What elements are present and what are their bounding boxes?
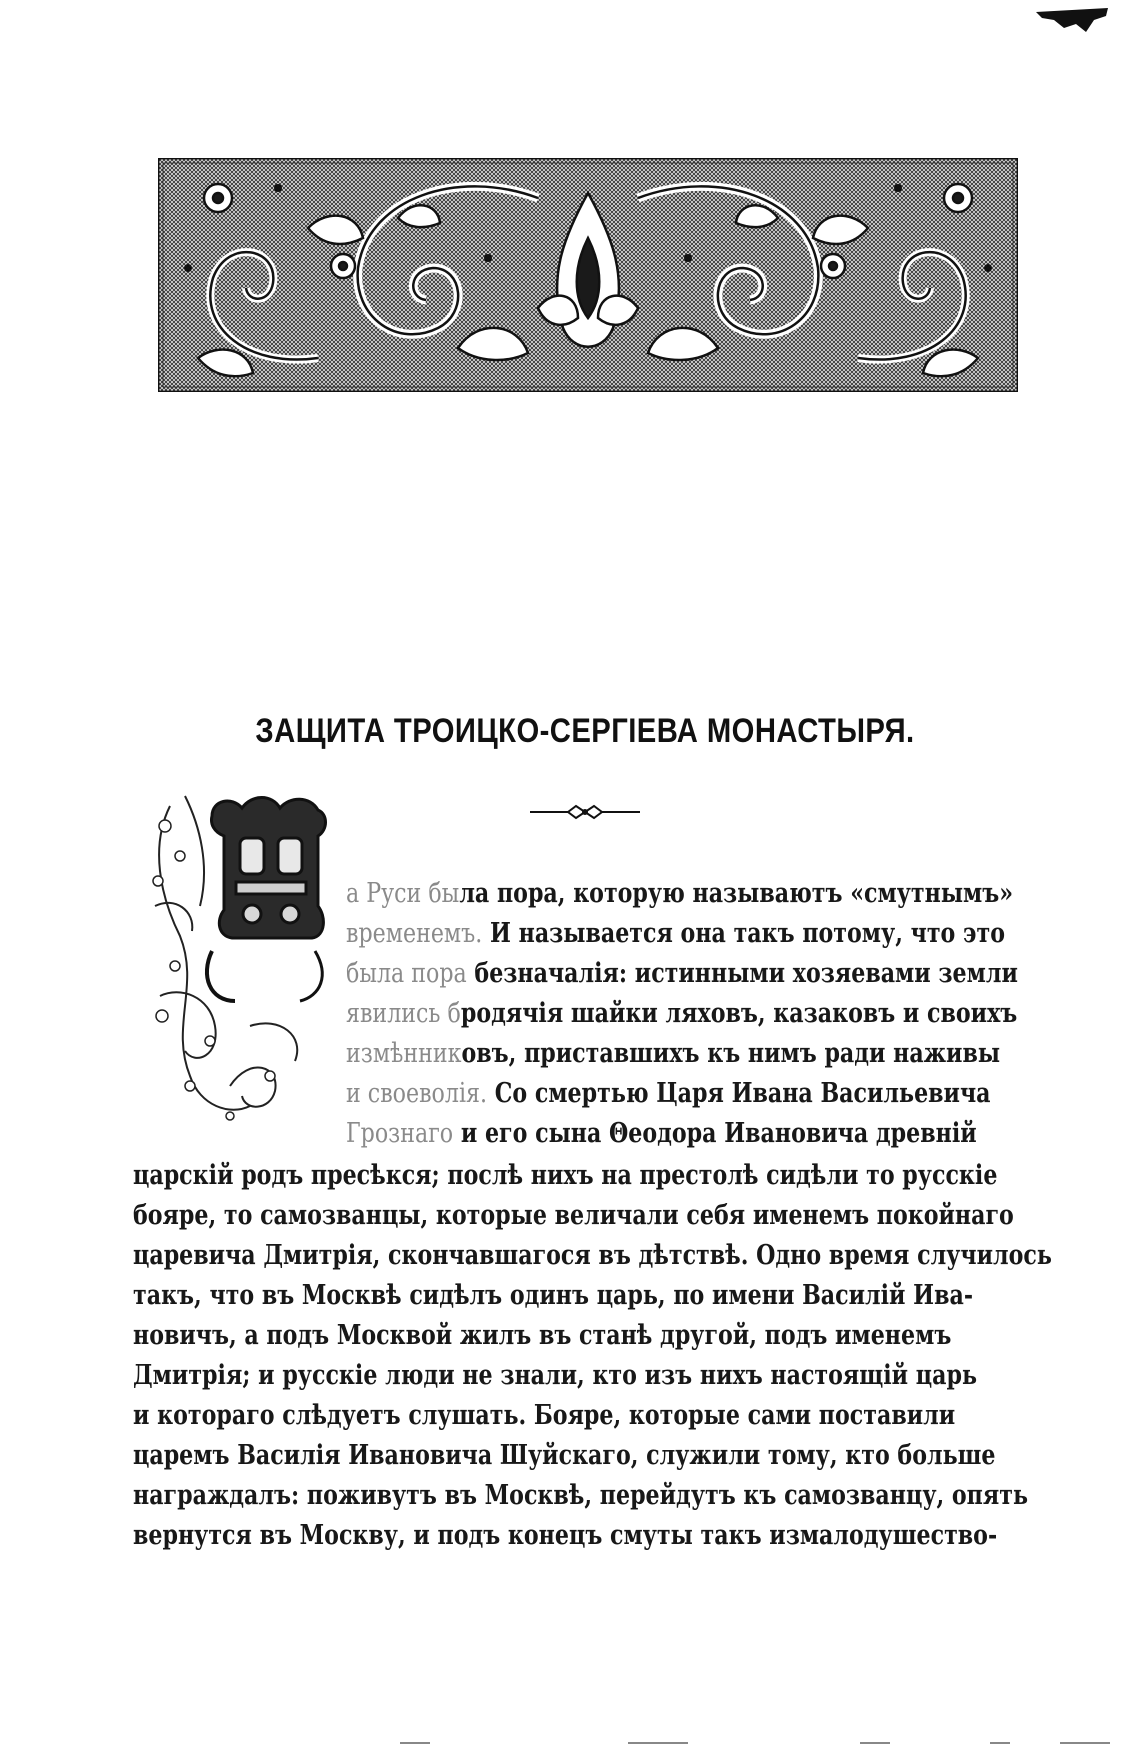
text-line: временемъ. И называется она такъ потому, что это (346, 918, 1005, 949)
illuminated-drop-cap (140, 786, 350, 1131)
scan-mark (990, 1742, 1010, 1744)
text-line: награждалъ: поживутъ въ Москвѣ, перейдутъ къ самозванцу, опять (133, 1480, 1028, 1511)
text-line: а Руси была пора, которую называютъ «смутнымъ» (346, 878, 1014, 909)
text-line: вернутся въ Москву, и подъ конецъ смуты такъ измалодушество- (133, 1520, 998, 1551)
text-line: была пора безначалія: истинными хозяевами земли (346, 958, 1018, 989)
text-line: Грознаго и его сына Θеодора Ивановича древній (346, 1118, 977, 1149)
text-line: Дмитрія; и русскіе люди не знали, кто изъ нихъ настоящій царь (133, 1360, 977, 1391)
text-line: явились бродячія шайки ляховъ, казаковъ и своихъ (346, 998, 1018, 1029)
text-line: и своеволія. Со смертью Царя Ивана Васильевича (346, 1078, 991, 1109)
scan-mark (400, 1742, 430, 1744)
text-line: и котораго слѣдуетъ слушать. Бояре, которые сами поставили (133, 1400, 956, 1431)
text-line: бояре, то самозванцы, которые величали себя именемъ покойнаго (133, 1200, 1014, 1231)
text-line: царевича Дмитрія, скончавшагося въ дѣтствѣ. Одно время случилось (133, 1240, 1052, 1271)
text-line: измѣнниковъ, приставшихъ къ нимъ ради наживы (346, 1038, 1001, 1069)
text-line: царемъ Василія Ивановича Шуйскаго, служили тому, кто больше (133, 1440, 996, 1471)
text-line: такъ, что въ Москвѣ сидѣлъ одинъ царь, по имени Василій Ива- (133, 1280, 974, 1311)
text-line: царскій родъ пресѣкся; послѣ нихъ на престолѣ сидѣли то русскіе (133, 1160, 998, 1191)
ornamental-headpiece (158, 158, 1018, 392)
scan-mark (1060, 1742, 1110, 1744)
title-ornament (530, 800, 640, 824)
scan-mark (860, 1742, 890, 1744)
scan-corner-artifact (1036, 6, 1108, 34)
text-line: новичъ, а подъ Москвой жилъ въ станѣ другой, подъ именемъ (133, 1320, 952, 1351)
chapter-title: ЗАЩИТА ТРОИЦКО-СЕРГІЕВА МОНАСТЫРЯ. (255, 712, 915, 750)
scan-mark (628, 1742, 688, 1744)
